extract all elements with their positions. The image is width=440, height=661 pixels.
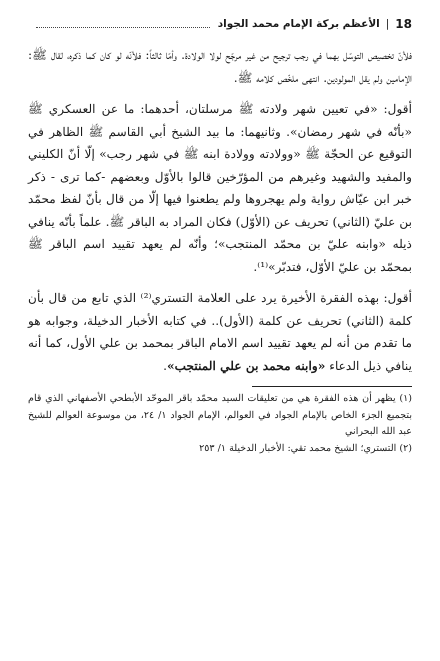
footnote-1: (١) يظهر أن هذه الفقرة هي من تعليقات السيد محمّد باقر الموحّد الأبطحي الأصفهاني الذي قام بتجميع الجزء الخاص بالإمام الجواد في العوالم، الإمام الجواد ١/ ٢٤، من موسوعة العوالم للشيخ عبد الله البحراني bbox=[28, 393, 412, 437]
page-header bbox=[28, 14, 412, 34]
page-body bbox=[28, 44, 412, 457]
footnotes bbox=[28, 391, 412, 457]
header-dotted-leader bbox=[36, 27, 210, 28]
paragraph-3-bold-quote: «وابنه محمد بن علي المنتجب» bbox=[166, 358, 326, 373]
footnote-2: (٢) التستري؛ الشيخ محمد تقي: الأخبار الدخيلة ١/ ٢٥٣ bbox=[199, 442, 412, 454]
paragraph-3-end: . bbox=[163, 358, 167, 373]
header-separator: | bbox=[385, 18, 390, 30]
paragraph-1: فلأنّ تخصيص التوسّل بهما في رجب ترجيح من غير مرجّح لولا الولادة. وأمّا ثالثاً: فلأنّه لو كان كما ذكره، لقال ﷺ: الإمامين ولم يقل المولودين. انتهى ملخّص كلامه ﷺ. bbox=[28, 48, 412, 85]
footnote-divider bbox=[252, 386, 412, 387]
running-title: الأعظم بركة الإمام محمد الجواد bbox=[217, 18, 380, 30]
paragraph-2: أقول: «في تعيين شهر ولادته ﷺ مرسلتان، أحدهما: ما عن العسكري ﷺ «بأنّه في شهر رمضان». وثانيهما: ما بيد الشيخ أبي القاسم ﷺ الظاهر في التوقيع عن الحجّة ﷺ «وولادته وولادة ابنه ﷺ في شهر رجب» إلّا أنّ الكليني والمفيد والشهيد وغيرهم من المؤرّخين قالوا بالأوّل وبعضهم -كما ترى - ذكر خبر ابن عيّاش رواية ولم يهجروها ولم يطعنوا فيها إلّا من قال بأنّ لفظ محمّد بن عليّ (الثاني) تحريف عن (الأوّل) فكان المراد به الباقر ﷺ. علماً بأنّه ينافي ذيله «وابنه عليّ بن محمّد المنتجب»؛ وأنّه لم يعهد تقييد اسم الباقر ﷺ بمحمّد بن عليّ الأوّل، فتدبّر»⁽¹⁾. bbox=[28, 102, 412, 274]
paragraph-3 bbox=[28, 287, 412, 377]
page-number: 18 bbox=[395, 17, 412, 31]
paragraph-3-text: أقول: بهذه الفقرة الأخيرة يرد على العلامة التستري⁽²⁾ الذي تابع من قال بأن كلمة (الثاني) تحريف عن كلمة (الأول).. في كتابه الأخبار الدخيلة، وجوابه هو ما تقدم من أنه لم يعهد تقييد اسم الامام الباقر بمحمد بن علي الأول، كما أنه ينافي ذيل الدعاء bbox=[28, 291, 413, 373]
